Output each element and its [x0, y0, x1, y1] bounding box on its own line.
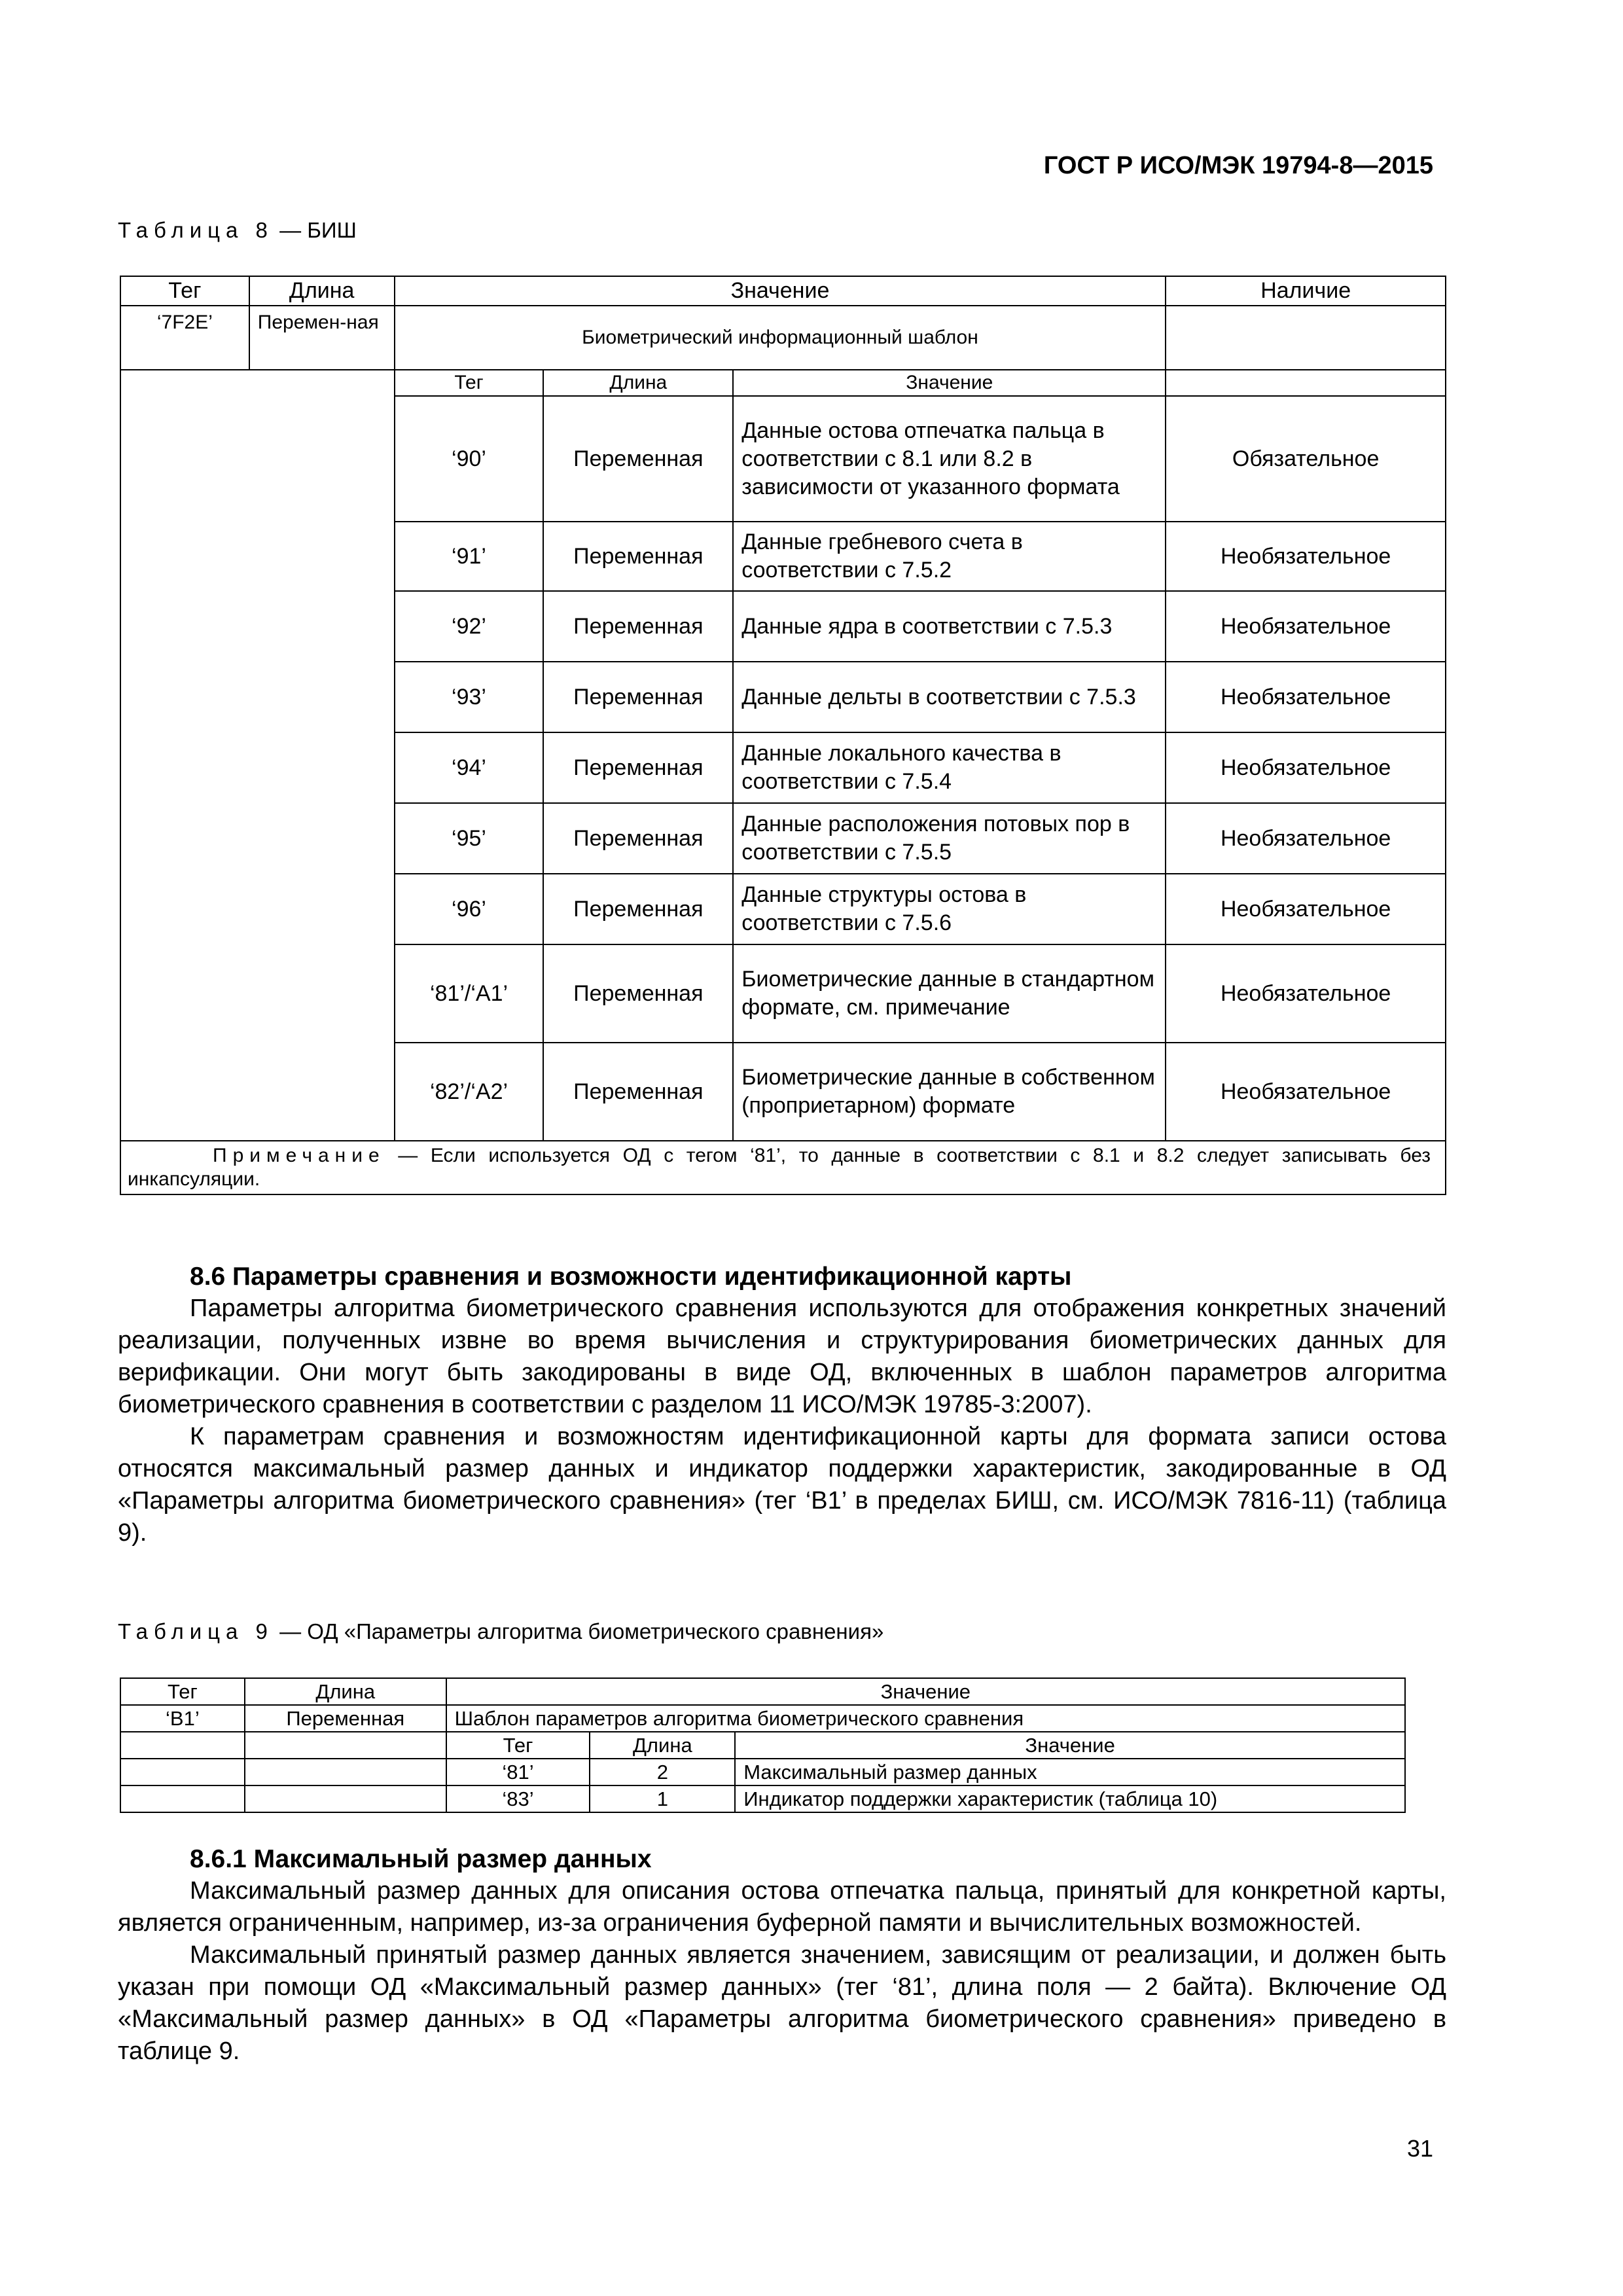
table-cell: Переменная: [245, 1705, 446, 1732]
table-cell: Данные расположения потовых пор в соответствии с 7.5.5: [733, 803, 1166, 874]
table-cell: [120, 1785, 245, 1812]
table-9-caption: [118, 1619, 883, 1644]
table-cell: [245, 1759, 446, 1785]
table-cell: Шаблон параметров алгоритма биометрического сравнения: [446, 1705, 1405, 1732]
table-row: [120, 1678, 1405, 1705]
table-8-caption-label: Таблица 8: [118, 218, 274, 242]
table-cell: ‘81’/‘A1’: [395, 944, 544, 1043]
paragraph: К параметрам сравнения и возможностям идентификационной карты для формата записи остова относятся максимальный размер данных и индикатор поддержки характеристик, закодированные в ОД «Параметры алгоритма биометрического сравнения» (тег ‘B1’ в пределах БИШ, см. ИСО/МЭК 7816-11) (таблица 9).: [118, 1423, 1446, 1547]
table-cell: Переменная: [543, 944, 733, 1043]
table-cell: Необязательное: [1166, 803, 1446, 874]
paragraph: Параметры алгоритма биометрического сравнения используются для отображения конкретных значений реализации, полученных извне во время вычисления и структурирования биометрических данных для верификации. Они могут быть закодированы в виде ОД, включенных в шаблон параметров алгоритма биометрического сравнения в соответствии с разделом 11 ИСО/МЭК 19785-3:2007).: [118, 1295, 1446, 1418]
table-cell: Необязательное: [1166, 1043, 1446, 1141]
table-cell: Необязательное: [1166, 522, 1446, 591]
note-text: — Если используется ОД с тегом ‘81’, то данные в соответствии с 8.1 и 8.2 следует записывать без инкапсуляции.: [128, 1145, 1431, 1190]
table-cell: Данные дельты в соответствии с 7.5.3: [733, 662, 1166, 732]
table-row: [120, 276, 1446, 306]
header-cell: Тег: [446, 1732, 590, 1759]
table-9-caption-text: — ОД «Параметры алгоритма биометрического сравнения»: [273, 1619, 884, 1643]
table-cell: Данные локального качества в соответствии с 7.5.4: [733, 732, 1166, 803]
table-row: [120, 1732, 1405, 1759]
table-cell: [1166, 370, 1446, 396]
section-title: 8.6 Параметры сравнения и возможности идентификационной карты: [190, 1263, 1072, 1291]
table-cell: Биометрические данные в стандартном формате, см. примечание: [733, 944, 1166, 1043]
table-cell: ‘81’: [446, 1759, 590, 1785]
table-row: [120, 370, 1446, 396]
header-cell: Тег: [120, 276, 249, 306]
table-cell: Индикатор поддержки характеристик (таблица 10): [735, 1785, 1405, 1812]
table-cell: Данные ядра в соответствии с 7.5.3: [733, 591, 1166, 662]
table-cell: ‘90’: [395, 396, 544, 522]
header-cell: Длина: [543, 370, 733, 396]
table-cell: ‘96’: [395, 874, 544, 944]
paragraph: Максимальный размер данных для описания остова отпечатка пальца, принятый для конкретной карты, является ограниченным, например, из-за ограничения буферной памяти и вычислительных возможностей.: [118, 1877, 1446, 1937]
table-cell: Биометрические данные в собственном (проприетарном) формате: [733, 1043, 1166, 1141]
table-cell: Необязательное: [1166, 944, 1446, 1043]
table-cell: Переменная: [543, 732, 733, 803]
table-cell: Необязательное: [1166, 591, 1446, 662]
page-number: 31: [1406, 2135, 1433, 2162]
table-row: [120, 1705, 1405, 1732]
document-header: ГОСТ Р ИСО/МЭК 19794-8—2015: [1043, 152, 1433, 179]
table-cell: [120, 1732, 245, 1759]
table-cell: Максимальный размер данных: [735, 1759, 1405, 1785]
table-cell: Необязательное: [1166, 732, 1446, 803]
section-8-6-1: [118, 1843, 1446, 2068]
table-cell: Перемен-ная: [249, 306, 395, 370]
table-cell: ‘94’: [395, 732, 544, 803]
table-cell: [120, 1759, 245, 1785]
table-cell: Данные остова отпечатка пальца в соответствии с 8.1 или 8.2 в зависимости от указанного формата: [733, 396, 1166, 522]
header-cell: Наличие: [1166, 276, 1446, 306]
table-cell: ‘91’: [395, 522, 544, 591]
table-cell: Обязательное: [1166, 396, 1446, 522]
table-cell: Переменная: [543, 591, 733, 662]
table-note: [120, 1141, 1446, 1194]
header-cell: Длина: [249, 276, 395, 306]
header-cell: Тег: [120, 1678, 245, 1705]
section-8-6: [118, 1261, 1446, 1549]
table-8-caption: [118, 218, 357, 243]
header-cell: Длина: [590, 1732, 735, 1759]
table-cell: Переменная: [543, 1043, 733, 1141]
table-row: [120, 1141, 1446, 1194]
table-cell: ‘92’: [395, 591, 544, 662]
table-cell: 1: [590, 1785, 735, 1812]
table-cell: ‘7F2E’: [120, 306, 249, 370]
table-8: [120, 276, 1446, 1195]
header-cell: Длина: [245, 1678, 446, 1705]
table-cell: [120, 370, 395, 1141]
table-cell: Переменная: [543, 522, 733, 591]
table-cell: [1166, 306, 1446, 370]
header-cell: Значение: [395, 276, 1166, 306]
table-cell: ‘93’: [395, 662, 544, 732]
table-9-caption-label: Таблица 9: [118, 1619, 274, 1643]
table-9: [120, 1677, 1406, 1813]
header-cell: Значение: [446, 1678, 1405, 1705]
note-label: Примечание: [213, 1145, 385, 1166]
table-cell: 2: [590, 1759, 735, 1785]
header-cell: Значение: [735, 1732, 1405, 1759]
table-cell: Переменная: [543, 662, 733, 732]
table-cell: ‘B1’: [120, 1705, 245, 1732]
header-cell: Тег: [395, 370, 544, 396]
table-cell: Данные структуры остова в соответствии с 7.5.6: [733, 874, 1166, 944]
table-row: [120, 1785, 1405, 1812]
table-cell: ‘95’: [395, 803, 544, 874]
table-cell: Данные гребневого счета в соответствии с 7.5.2: [733, 522, 1166, 591]
table-row: [120, 1759, 1405, 1785]
table-cell: Переменная: [543, 803, 733, 874]
table-cell: Необязательное: [1166, 662, 1446, 732]
table-cell: Переменная: [543, 396, 733, 522]
table-row: [120, 306, 1446, 370]
table-cell: ‘82’/‘A2’: [395, 1043, 544, 1141]
section-title: 8.6.1 Максимальный размер данных: [190, 1845, 652, 1873]
table-cell: [245, 1732, 446, 1759]
table-8-caption-text: — БИШ: [273, 218, 357, 242]
table-cell: Биометрический информационный шаблон: [395, 306, 1166, 370]
header-cell: Значение: [733, 370, 1166, 396]
table-cell: Переменная: [543, 874, 733, 944]
paragraph: Максимальный принятый размер данных является значением, зависящим от реализации, и должен быть указан при помощи ОД «Максимальный размер данных» (тег ‘81’, длина поля — 2 байта). Включение ОД «Максимальный размер данных» в ОД «Параметры алгоритма биометрического сравнения» приведено в таблице 9.: [118, 1941, 1446, 2065]
table-cell: [245, 1785, 446, 1812]
table-cell: ‘83’: [446, 1785, 590, 1812]
table-cell: Необязательное: [1166, 874, 1446, 944]
